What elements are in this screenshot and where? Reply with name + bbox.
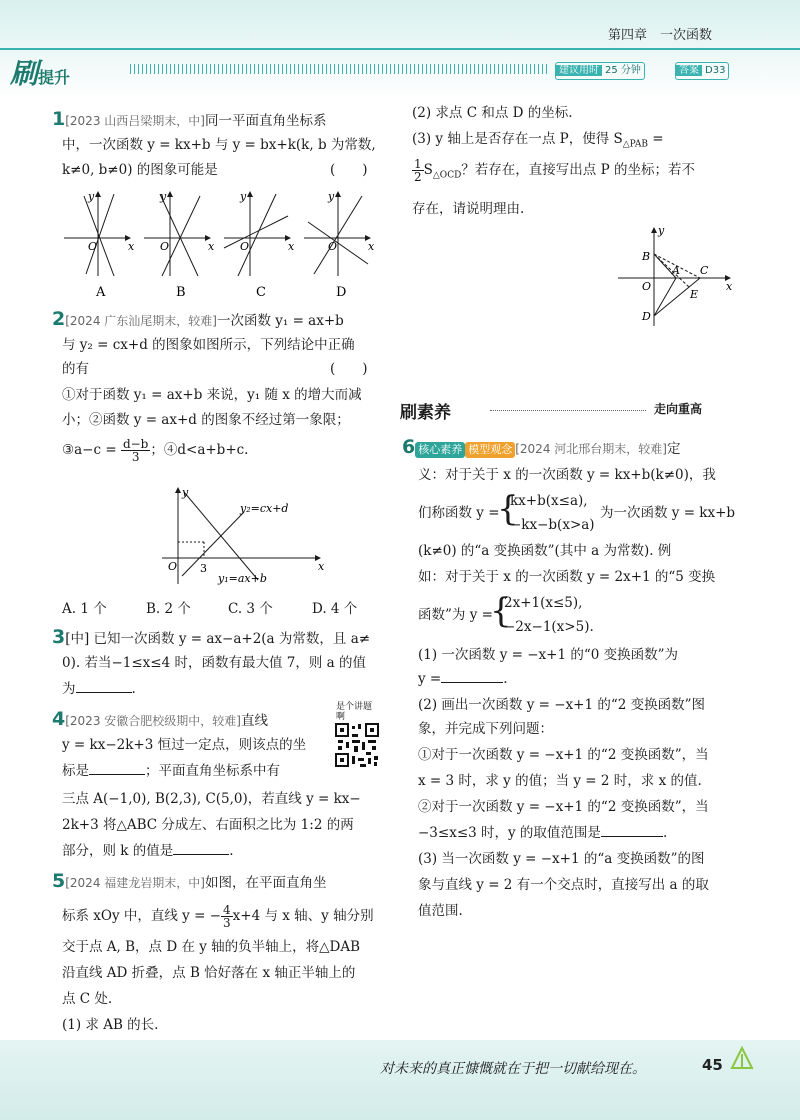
q6-sub2: (2) 画出一次函数 y = −x+1 的“2 变换函数”图 <box>418 697 706 713</box>
q1-graph-d <box>304 190 375 300</box>
q5-pt-a: A <box>672 264 680 277</box>
q5-sub3b-tail: ？若存在，直接写出点 P 的坐标；若不 <box>461 162 695 178</box>
q1-source: [2023 山西吕梁期末，中] <box>65 114 205 128</box>
q5-line1 <box>52 870 326 895</box>
q1d-origin: O <box>328 240 338 253</box>
q4-text3a: 标是 <box>62 763 89 779</box>
q6-sub2f-text: −3≤x≤3 时，y 的取值范围是 <box>418 825 601 841</box>
q6-sub3c: 值范围. <box>418 903 463 919</box>
q5-line2 <box>62 904 374 929</box>
q3-text1: [中] 已知一次函数 y = ax−a+2(a 为常数，且 a≠ <box>65 631 371 647</box>
q1-line3: k≠0, b≠0) 的图象可能是 <box>62 162 218 178</box>
q1-line1 <box>52 108 326 133</box>
q1c-y: y <box>240 190 247 203</box>
answer-value: D33 <box>705 65 726 76</box>
q2-tick3: 3 <box>200 562 207 575</box>
q6-line1 <box>402 436 680 461</box>
q4-line1 <box>52 708 268 733</box>
q2-frac-den: 3 <box>131 450 140 464</box>
q2-text1: 一次函数 y₁ = ax+b <box>216 313 344 329</box>
q5-fraction <box>221 904 233 929</box>
answer-label: 答案 <box>676 65 702 76</box>
q6-line2: 义：对于关于 x 的一次函数 y = kx+b(k≠0)，我 <box>418 467 716 483</box>
q4-number: 4 <box>52 708 66 730</box>
q5-pt-c: C <box>700 264 709 277</box>
q1-graph-a <box>64 190 135 300</box>
q2-fraction <box>121 438 150 463</box>
q6-sub2d: x = 3 时，求 y 的值；当 y = 2 时，求 x 的值. <box>418 773 702 789</box>
q6-line3b: 为一次函数 y = kx+b <box>600 505 736 521</box>
q5-sub3a-text: (3) y 轴上是否存在一点 P，使得 S <box>412 131 623 147</box>
q5-y: y <box>658 224 665 237</box>
q2-graph <box>160 484 340 588</box>
q6-case4: −2x−1(x>5). <box>504 619 594 635</box>
header-dash-pattern <box>130 64 550 74</box>
footer-deco-icon <box>728 1046 756 1070</box>
q1c-x: x <box>288 240 295 253</box>
q5-sub3b-subscript: △OCD <box>432 170 462 181</box>
q3-answer-blank <box>76 678 132 693</box>
q6-line3a: 们称函数 y = <box>418 505 500 521</box>
q5-sub3c: 存在，请说明理由. <box>412 201 525 217</box>
footer-band <box>0 1040 800 1120</box>
brand-logo <box>10 52 70 92</box>
q5-pt-b: B <box>642 250 651 263</box>
q4-text3b: ；平面直角坐标系中有 <box>145 763 280 779</box>
q5-frac2-den: 2 <box>414 170 422 184</box>
brand-small: 提升 <box>38 68 71 87</box>
q6-brace1: { <box>497 489 519 529</box>
q5-text2b: x+4 与 x 轴、y 轴分别 <box>232 908 374 924</box>
q6-source: [2024 河北邢台期末，较难] <box>515 442 667 456</box>
q1-option-d: D <box>336 285 347 300</box>
q1b-y: y <box>160 190 167 203</box>
q5-sub3b-s: S <box>423 162 433 178</box>
q2-label-y2: y₂=cx+d <box>240 502 289 515</box>
q2-choice-a: A. 1 个 <box>62 601 107 617</box>
q2-line1 <box>52 308 344 333</box>
q6-line5: 如：对于关于 x 的一次函数 y = 2x+1 的“5 变换 <box>418 569 716 585</box>
section-right-label: 走向重高 <box>654 402 703 416</box>
q6-answer-blank1 <box>441 668 503 683</box>
q1d-y: y <box>328 190 335 203</box>
q5-line3: 交于点 A, B，点 D 在 y 轴的负半轴上，将△DAB <box>62 939 361 955</box>
q3-number: 3 <box>52 626 66 648</box>
q6-number: 6 <box>402 436 416 458</box>
q2-frac-num: d−b <box>122 437 149 451</box>
q1a-x: x <box>128 240 135 253</box>
q5-number: 5 <box>52 870 66 892</box>
qr-code[interactable] <box>334 722 380 768</box>
q3-line1 <box>52 626 370 651</box>
q6-sub2b: 象，并完成下列问题： <box>418 721 553 737</box>
q2-origin: O <box>168 560 178 573</box>
q5-frac-num: 4 <box>223 903 231 917</box>
time-label: 建议用时 <box>556 65 602 76</box>
q5-pt-d: D <box>642 310 651 323</box>
q5-pt-o: O <box>642 280 652 293</box>
q2-x: x <box>318 560 325 573</box>
qr-label: 是个讲题啊 <box>336 702 373 722</box>
q1-text1: 同一平面直角坐标系 <box>204 113 327 129</box>
q3-text3: 为 <box>62 681 76 697</box>
time-value: 25 分钟 <box>605 65 641 76</box>
q6-case3: 2x+1(x≤5), <box>504 595 583 611</box>
q1a-y: y <box>88 190 95 203</box>
q2-choice-b: B. 2 个 <box>146 601 191 617</box>
q2-choice-c: C. 3 个 <box>228 601 273 617</box>
q6-sub1: (1) 一次函数 y = −x+1 的“0 变换函数”为 <box>418 647 679 663</box>
q5-pt-e: E <box>690 288 699 301</box>
q1-graph-b <box>144 190 215 300</box>
q2-line2: 与 y₂ = cx+d 的图象如图所示，下列结论中正确 <box>62 337 355 353</box>
q5-source: [2024 福建龙岩期末，中] <box>65 876 205 890</box>
q5-sub1: (1) 求 AB 的长. <box>62 1017 159 1033</box>
brand-big: 刷 <box>10 57 39 90</box>
q4-line6: 部分，则 k 的值是 . <box>62 840 234 863</box>
q1-option-b: B <box>176 285 186 300</box>
answer-pill <box>675 62 729 80</box>
q5-line4: 沿直线 AD 折叠，点 B 恰好落在 x 轴正半轴上的 <box>62 965 356 981</box>
q5-sub3a-tail: = <box>648 131 664 147</box>
q6-sub2c: ①对于一次函数 y = −x+1 的“2 变换函数”，当 <box>418 747 709 763</box>
q6-line6a: 函数”为 y = <box>418 607 493 623</box>
q6-text1-tail: 定 <box>666 441 681 457</box>
q1b-x: x <box>208 240 215 253</box>
q5-fraction2 <box>412 158 424 183</box>
q6-badge-model: 模型观念 <box>465 442 515 458</box>
q6-case2: −kx−b(x>a) <box>510 517 595 533</box>
q2-number: 2 <box>52 308 66 330</box>
q2-paren: ( ) <box>330 361 368 377</box>
q1-paren: ( ) <box>330 162 368 178</box>
q6-line4: (k≠0) 的“a 变换函数”(其中 a 为常数). 例 <box>418 543 672 559</box>
q2-line4: ①对于函数 y₁ = ax+b 来说，y₁ 随 x 的增大而减 <box>62 387 362 403</box>
q2-label-y1: y₁=ax+b <box>218 572 267 585</box>
q6-badge-core: 核心素养 <box>415 442 465 458</box>
q1-option-a: A <box>96 285 106 300</box>
q6-sub3: (3) 当一次函数 y = −x+1 的“a 变换函数”的图 <box>418 851 705 867</box>
q5-x: x <box>726 280 733 293</box>
q6-sub1b: y = . <box>418 668 508 691</box>
q5-frac-den: 3 <box>223 916 231 930</box>
q1-graphs <box>60 186 380 304</box>
q5-line5: 点 C 处. <box>62 991 113 1007</box>
section-dots <box>490 410 646 411</box>
q1-number: 1 <box>52 108 66 130</box>
q5-sub2: (2) 求点 C 和点 D 的坐标. <box>412 105 573 121</box>
q2-line6a: ③a−c = <box>62 442 117 458</box>
q5-sub3b <box>412 158 695 188</box>
q5-figure <box>614 224 738 330</box>
section-title: 刷素养 <box>400 403 451 423</box>
q6-sub1b-text: y = <box>418 671 442 687</box>
q2-y: y <box>182 486 189 499</box>
header-rule <box>0 48 800 50</box>
q4-line2: y = kx−2k+3 恒过一定点，则该点的坐 <box>62 737 307 753</box>
q4-source: [2023 安徽合肥校级期中，较难] <box>65 714 241 728</box>
q6-case1: kx+b(x≤a), <box>510 493 588 509</box>
q1d-x: x <box>368 240 375 253</box>
q1a-origin: O <box>88 240 98 253</box>
chapter-title: 第四章 一次函数 <box>608 28 713 43</box>
q5-sub3a <box>412 128 664 157</box>
q3-line3: 为 . <box>62 678 136 701</box>
q1-graph-c <box>224 190 295 300</box>
q4-answer-blank2 <box>173 840 229 855</box>
q6-sub2e: ②对于一次函数 y = −x+1 的“2 变换函数”，当 <box>418 799 709 815</box>
q5-text1: 如图，在平面直角坐 <box>204 875 327 891</box>
q1-option-c: C <box>256 285 266 300</box>
q4-line4: 三点 A(−1,0), B(2,3), C(5,0)，若直线 y = kx− <box>62 791 361 807</box>
q2-source: [2024 广东汕尾期末，较难] <box>65 314 217 328</box>
q1c-origin: O <box>240 240 250 253</box>
q4-text1: 直线 <box>240 713 268 729</box>
q2-line6 <box>62 438 248 463</box>
q4-line3 <box>62 760 280 783</box>
q4-text6: 部分，则 k 的值是 <box>62 843 174 859</box>
q6-sub2f: −3≤x≤3 时，y 的取值范围是 . <box>418 822 667 845</box>
q6-brace2: { <box>490 591 512 631</box>
q4-line5: 2k+3 将△ABC 分成左、右面积之比为 1:2 的两 <box>62 817 354 833</box>
q5-sub3a-subscript: △PAB <box>622 139 649 150</box>
header-band <box>0 0 800 100</box>
q1b-origin: O <box>160 240 170 253</box>
q4-answer-blank1 <box>89 760 145 775</box>
q5-frac2-num: 1 <box>414 157 422 171</box>
footer-motto: 对未来的真正慷慨就在于把一切献给现在。 <box>380 1061 646 1077</box>
time-pill <box>555 62 645 80</box>
q5-text2a: 标系 xOy 中，直线 y = − <box>62 908 222 924</box>
q6-sub3b: 象与直线 y = 2 有一个交点时，直接写出 a 的取 <box>418 877 709 893</box>
q2-line5: 小；②函数 y = ax+d 的图象不经过第一象限； <box>62 412 350 428</box>
q2-choice-d: D. 4 个 <box>312 601 358 617</box>
q3-line2: 0). 若当−1≤x≤4 时，函数有最大值 7，则 a 的值 <box>62 655 366 671</box>
q6-answer-blank2 <box>601 822 663 837</box>
q1-line2: 中，一次函数 y = kx+b 与 y = bx+k(k, b 为常数, <box>62 137 376 153</box>
q2-line3: 的有 <box>62 361 89 377</box>
q2-line6b: ；④d<a+b+c. <box>150 442 249 458</box>
page-number: 45 <box>702 1056 723 1074</box>
